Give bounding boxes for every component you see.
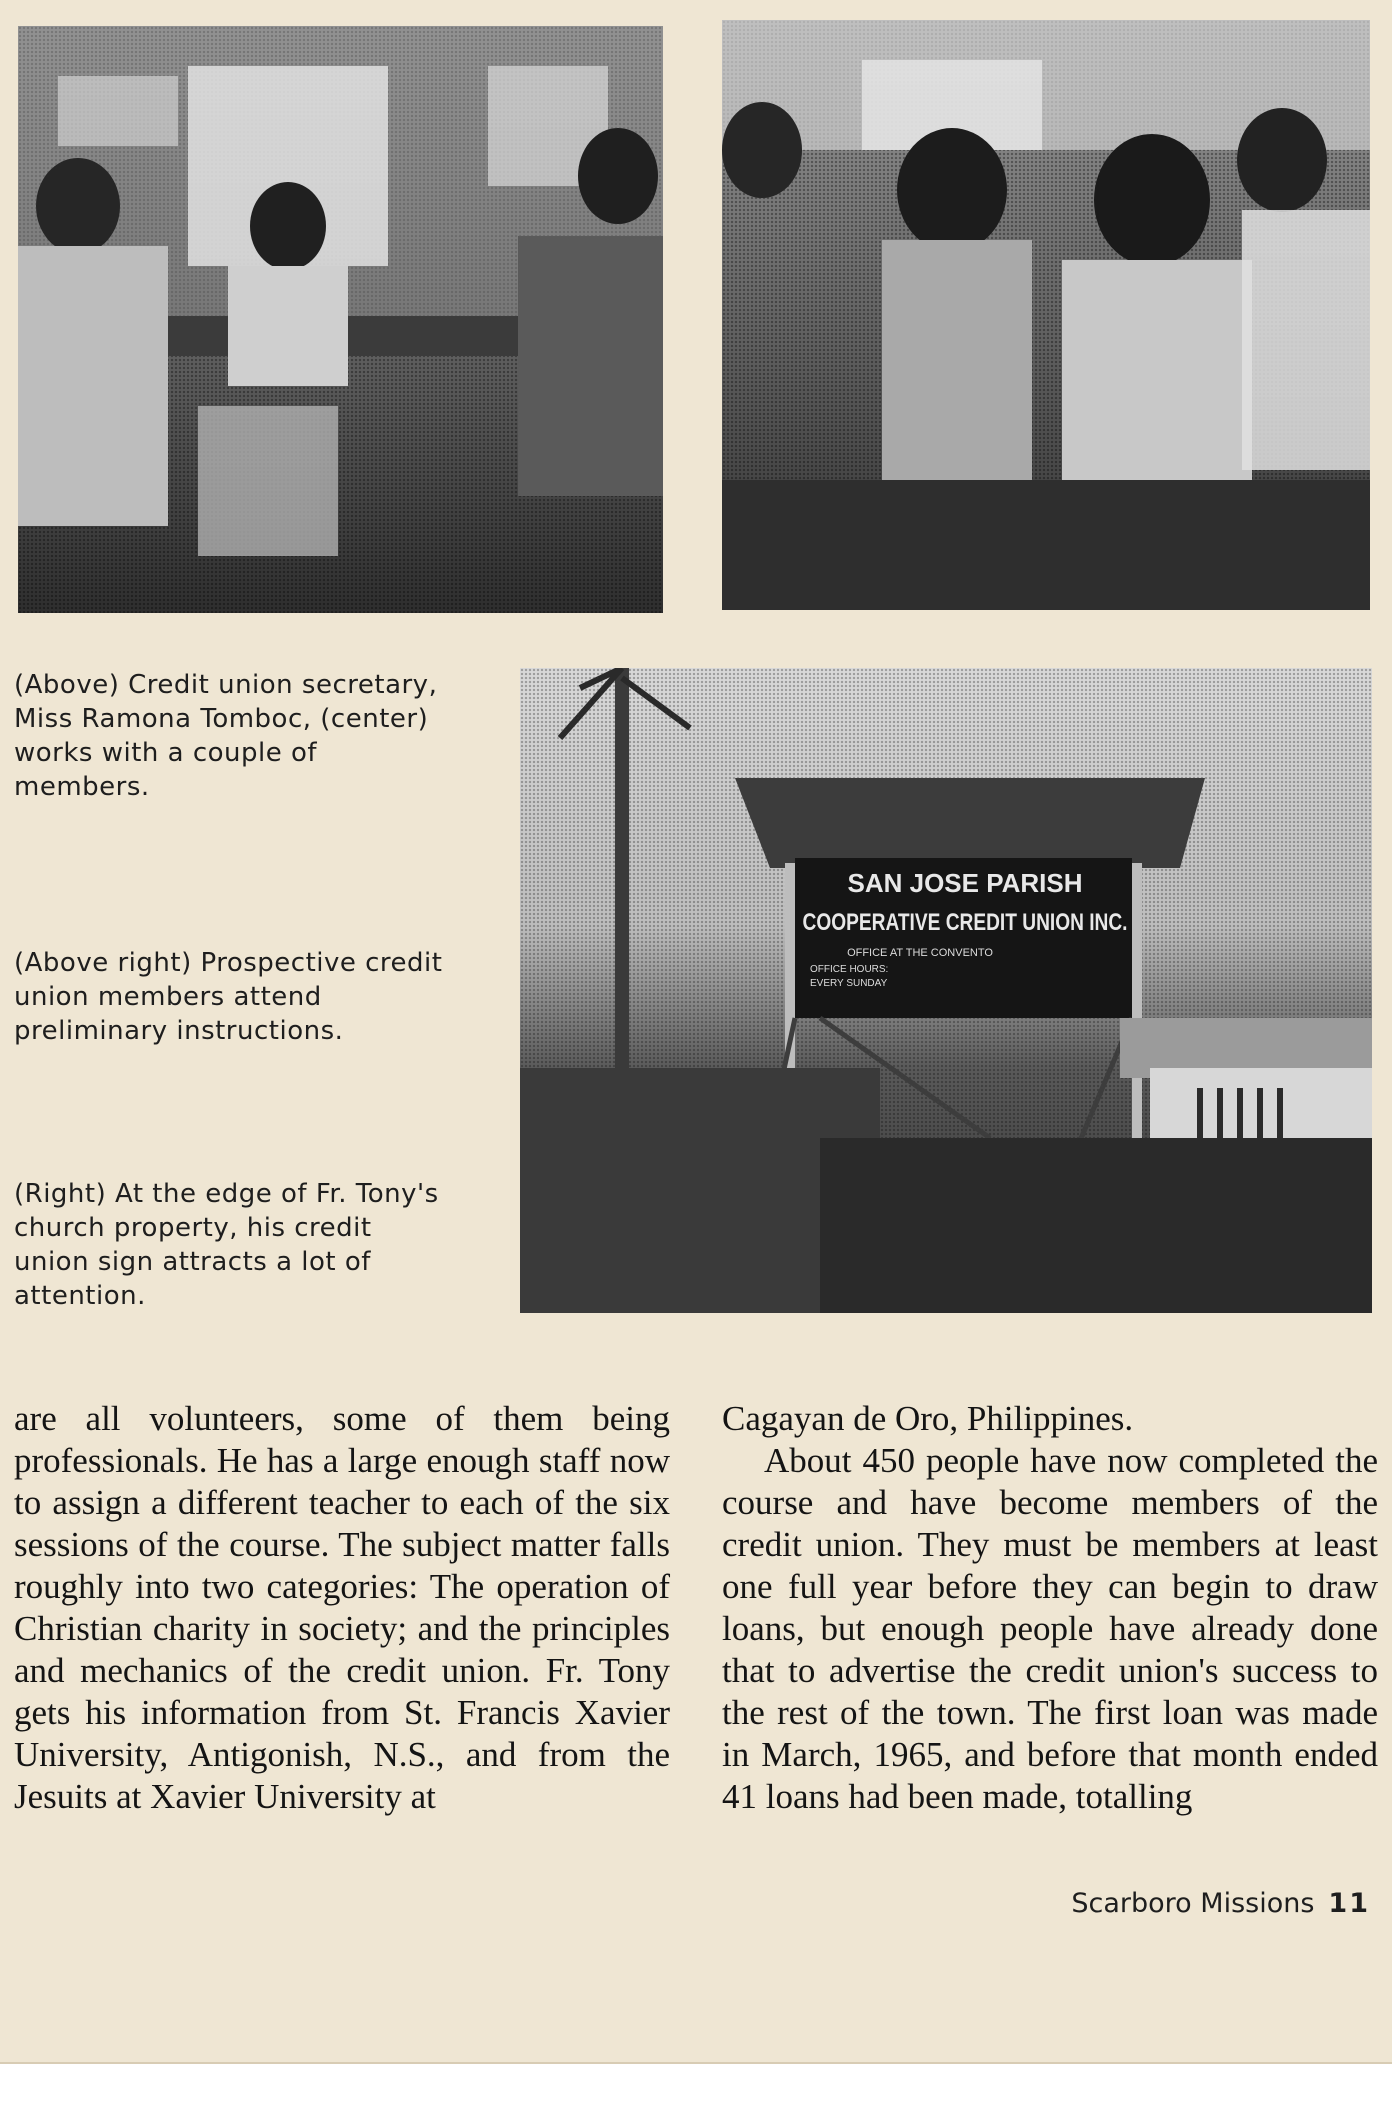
publication-name: Scarboro Missions [1071, 1888, 1315, 1919]
caption-above: (Above) Credit union secretary, Miss Ramona Tomboc, (center) works with a couple of members. [14, 670, 438, 802]
article-paragraph: are all volunteers, some of them being professionals. He has a large enough staff now to assign a different teacher to each of the six sessions of the course. The subject matter falls roughly into two categories: The operation of Christian charity in society; and the principles and mechanics of the credit union. Fr. Tony gets his information from St. Francis Xavier University, Antigonish, N.S., and from the Jesuits at Xavier University at [14, 1399, 670, 1816]
article-paragraph: About 450 people have now completed the course and have become members of the credit union. They must be members at least one full year before they can begin to draw loans, but enough people have already done that to advertise the credit union's success to the rest of the town. The first loan was made in March, 1965, and before that month ended 41 loans had been made, totalling [722, 1441, 1378, 1816]
photo-credit-union-sign [520, 668, 1372, 1313]
sign-scene-illustration [520, 668, 1372, 1313]
sign-line-2: COOPERATIVE CREDIT UNION INC. [802, 909, 1128, 936]
class-scene-illustration [722, 20, 1370, 610]
article-column-right [722, 1398, 1378, 1818]
sign-line-1: SAN JOSE PARISH [847, 868, 1083, 898]
photo-credit-union-office [18, 26, 663, 613]
caption-above-right: (Above right) Prospective credit union members attend preliminary instructions. [14, 948, 443, 1046]
article-paragraph: Cagayan de Oro, Philippines. [722, 1399, 1134, 1438]
sign-line-4: OFFICE HOURS: [810, 964, 889, 975]
article-column-left [14, 1398, 670, 1818]
sign-line-3: OFFICE AT THE CONVENTO [847, 947, 993, 959]
office-scene-illustration [18, 26, 663, 613]
sign-line-5: EVERY SUNDAY [810, 978, 888, 989]
page-number: 11 [1328, 1888, 1370, 1919]
page-footer [1071, 1888, 1370, 1919]
caption-right: (Right) At the edge of Fr. Tony's church property, his credit union sign attracts a lot of attention. [14, 1179, 439, 1311]
photo-credit-union-class [722, 20, 1370, 610]
